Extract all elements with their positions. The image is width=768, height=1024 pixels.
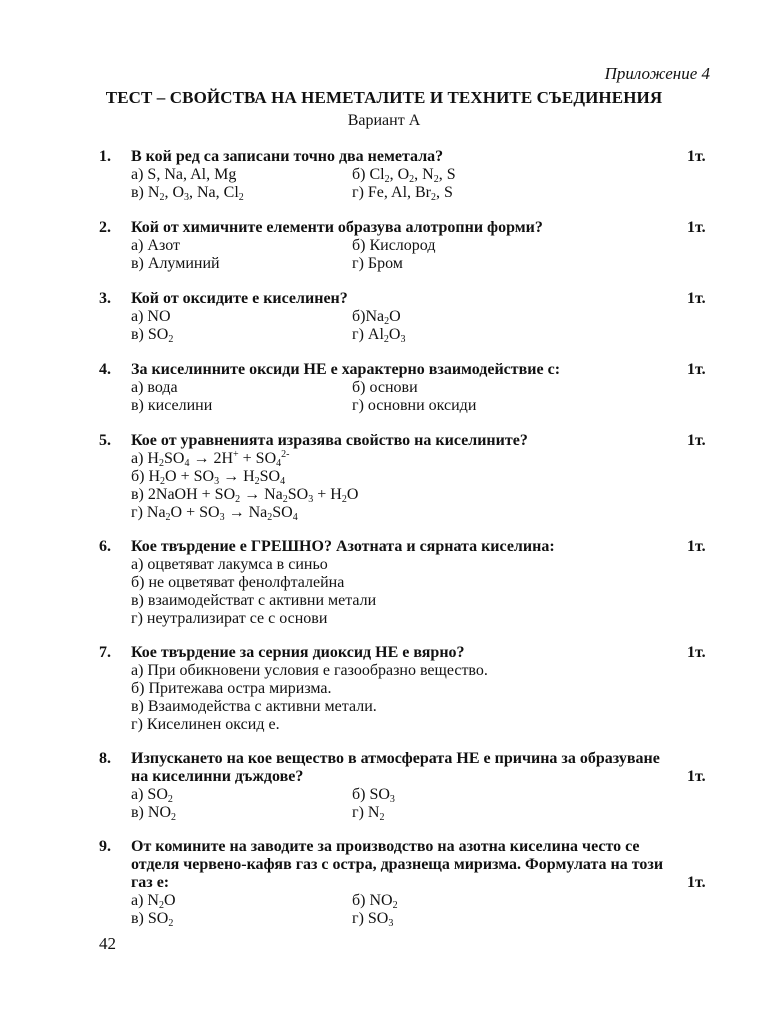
question-text: За киселинните оксиди НЕ е характерно взаимодействие с: (131, 361, 561, 378)
option-c: в) $SO_2$ (131, 326, 174, 345)
option-d: г) неутрализират се с основи (131, 610, 328, 627)
option-a: а) NO (131, 308, 171, 325)
option-d: г) Киселинен оксид е. (131, 716, 280, 733)
question-number: 2. (99, 219, 111, 236)
option-c: в) Алуминий (131, 255, 220, 272)
question-text: Кое твърдение за серния диоксид НЕ е вярно? (131, 644, 465, 661)
option-b: б) $H_2O + SO_3 \to H_2SO_4$ (131, 468, 286, 487)
question-text: Изпускането на кое вещество в атмосферата НЕ е причина за образуване на киселинни дъждове? (131, 750, 660, 785)
option-c: в) $N_2$, $O_3$, Na, $Cl_2$ (131, 184, 244, 203)
option-a: а) Азот (131, 237, 180, 254)
option-c: в) киселини (131, 397, 213, 414)
test-title: ТЕСТ – СВОЙСТВА НА НЕМЕТАЛИТЕ И ТЕХНИТЕ СЪЕДИНЕНИЯ (105, 88, 663, 107)
question-points: 1т. (687, 432, 706, 449)
option-c: в) 2NaOH + $SO_2 \to Na_2SO_3 + H_2O$ (131, 486, 359, 505)
question-number: 1. (99, 148, 111, 165)
question-points: 1т. (687, 538, 706, 555)
option-d: г) Fe, Al, $Br_2$, S (352, 184, 453, 203)
option-d: г) основни оксиди (352, 397, 477, 414)
option-b: б) $SO_3$ (352, 786, 395, 805)
option-d: г) $Na_2O + SO_3 \to Na_2SO_4$ (131, 504, 298, 523)
question-number: 7. (99, 644, 111, 661)
question-points: 1т. (687, 219, 706, 236)
option-a: а) оцветяват лакумса в синьо (131, 556, 328, 573)
option-b: б) Кислород (352, 237, 436, 254)
option-a: а) $H_2SO_4 \to 2H^+ + SO_4^{2-}$ (131, 449, 290, 469)
question-number: 6. (99, 538, 111, 555)
option-a: а) $N_2O$ (131, 892, 176, 911)
question-points: 1т. (687, 361, 706, 378)
option-c: в) взаимодействат с активни метали (131, 592, 377, 609)
option-c: в) Взаимодейства с активни метали. (131, 698, 377, 715)
option-d: г) Бром (352, 255, 403, 272)
question-points: 1т. (687, 148, 706, 165)
question-text: Кой от химичните елементи образува алотропни форми? (131, 219, 543, 236)
question-number: 8. (99, 750, 111, 767)
question-number: 4. (99, 361, 111, 378)
option-a: а) $SO_2$ (131, 786, 173, 805)
option-c: в) $SO_2$ (131, 910, 174, 929)
question-points: 1т. (687, 290, 706, 307)
page-number: 42 (99, 934, 116, 953)
option-a: а) вода (131, 379, 178, 396)
option-b: б) не оцветяват фенолфталейна (131, 574, 345, 591)
question-number: 9. (99, 838, 111, 855)
option-b: б) Притежава остра миризма. (131, 680, 332, 697)
question-points: 1т. (687, 768, 706, 785)
question-text: Кой от оксидите е киселинен? (131, 290, 348, 307)
option-d: г) $Al_2O_3$ (352, 326, 406, 345)
question-points: 1т. (687, 874, 706, 891)
appendix-label: Приложение 4 (604, 64, 710, 83)
option-a: а) S, Na, Al, Mg (131, 166, 237, 183)
question-number: 3. (99, 290, 111, 307)
question-text: Кое твърдение е ГРЕШНО? Азотната и сярната киселина: (131, 538, 555, 555)
option-d: г) $N_2$ (352, 804, 385, 823)
question-number: 5. (99, 432, 111, 449)
option-b: б) основи (352, 379, 418, 396)
option-d: г) $SO_3$ (352, 910, 394, 929)
question-text: Кое от уравненията изразява свойство на киселините? (131, 432, 528, 449)
option-b: $б)Na_2O$ (352, 308, 401, 327)
question-points: 1т. (687, 644, 706, 661)
option-b: б) $NO_2$ (352, 892, 398, 911)
question-text: От комините на заводите за производство на азотна киселина често се отделя червено-кафяв газ с остра, дразнеща миризма. Формулата на този газ е: (131, 838, 664, 891)
option-c: в) $NO_2$ (131, 804, 176, 823)
variant-label: Вариант А (347, 112, 421, 129)
option-b: б) $Cl_2$, $O_2$, $N_2$, S (352, 166, 456, 185)
question-text: В кой ред са записани точно два неметала? (131, 148, 444, 165)
option-a: а) При обикновени условия е газообразно вещество. (131, 662, 488, 679)
